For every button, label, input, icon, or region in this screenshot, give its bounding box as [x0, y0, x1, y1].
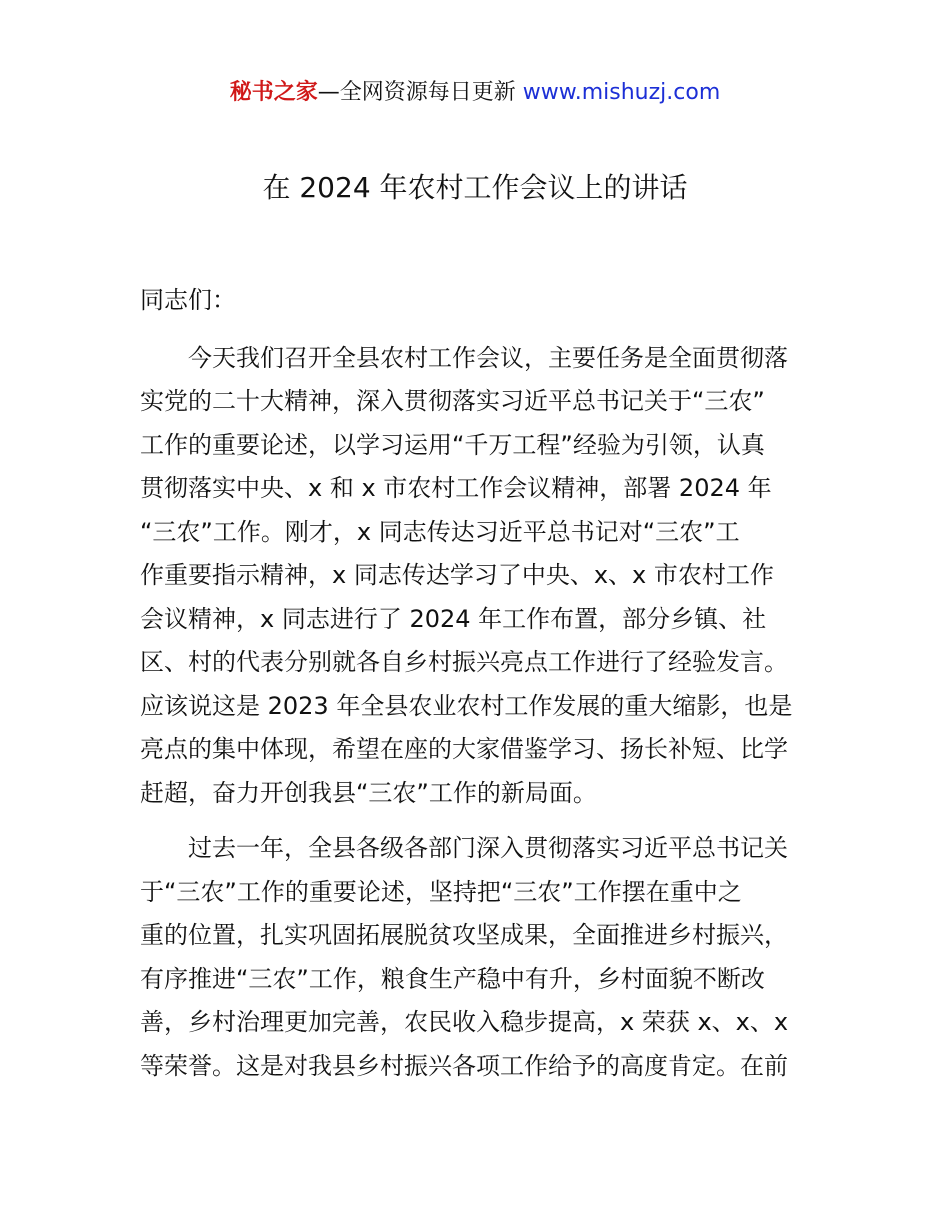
paragraph-2	[140, 827, 812, 1088]
paragraph-line: 作重要指示精神，x 同志传达学习了中央、x、x 市农村工作	[140, 561, 774, 589]
document-title: 在 2024 年农村工作会议上的讲话	[262, 171, 688, 204]
paragraph-line: 过去一年，全县各级各部门深入贯彻落实习近平总书记关	[188, 834, 788, 862]
brand-name: 秘书之家	[229, 80, 318, 105]
paragraph-line: 应该说这是 2023 年全县农业农村工作发展的重大缩影，也是	[140, 691, 793, 720]
paragraph-line: 于“三农”工作的重要论述，坚持把“三农”工作摆在重中之	[140, 877, 742, 906]
document-body	[140, 279, 812, 1088]
site-header	[0, 76, 950, 110]
paragraph-line: “三农”工作。刚才，x 同志传达习近平总书记对“三农”工	[140, 517, 740, 546]
site-tagline: —全网资源每日更新	[317, 80, 516, 105]
paragraph-line: 有序推进“三农”工作，粮食生产稳中有升，乡村面貌不断改	[140, 964, 765, 993]
paragraph-line: 亮点的集中体现，希望在座的大家借鉴学习、扬长补短、比学	[140, 735, 788, 763]
paragraph-line: 赶超，奋力开创我县“三农”工作的新局面。	[140, 778, 597, 807]
paragraph-line: 等荣誉。这是对我县乡村振兴各项工作给予的高度肯定。在前	[140, 1051, 788, 1080]
paragraph-line: 贯彻落实中央、x 和 x 市农村工作会议精神，部署 2024 年	[140, 474, 772, 502]
paragraph-line: 今天我们召开全县农村工作会议，主要任务是全面贯彻落	[188, 343, 788, 372]
paragraph-line: 重的位置，扎实巩固拓展脱贫攻坚成果，全面推进乡村振兴，	[140, 921, 788, 949]
paragraph-line: 善，乡村治理更加完善，农民收入稳步提高，x 荣获 x、x、x	[140, 1008, 789, 1036]
salutation: 同志们：	[140, 286, 236, 314]
site-url-link[interactable]: www.mishuzj.com	[522, 80, 721, 105]
paragraph-line: 工作的重要论述，以学习运用“千万工程”经验为引领，认真	[140, 430, 765, 459]
paragraph-1	[140, 337, 812, 816]
paragraph-line: 会议精神，x 同志进行了 2024 年工作布置，部分乡镇、社	[140, 604, 767, 633]
paragraph-line: 区、村的代表分别就各自乡村振兴亮点工作进行了经验发言。	[140, 648, 788, 676]
paragraph-line: 实党的二十大精神，深入贯彻落实习近平总书记关于“三农”	[140, 387, 765, 415]
